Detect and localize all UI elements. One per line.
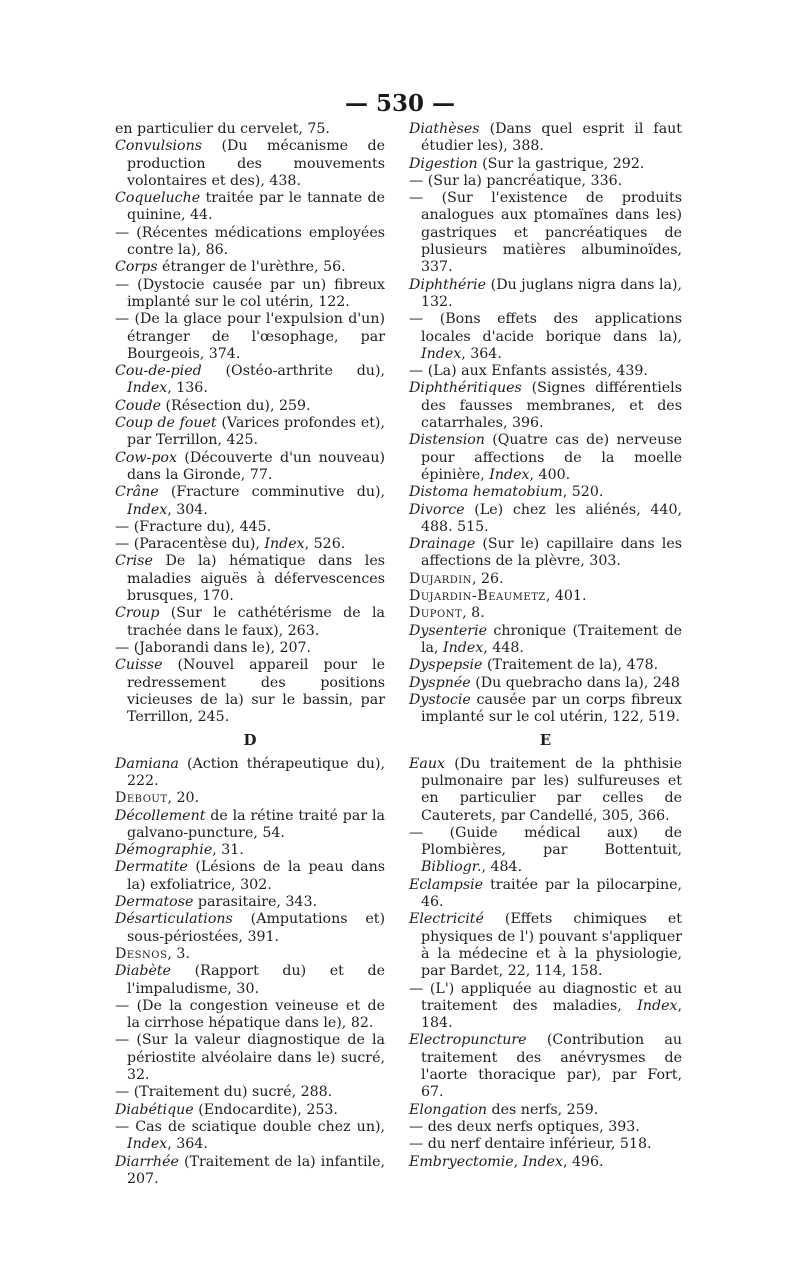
right-column xyxy=(409,121,682,1171)
entry-keyword: Coup de fouet xyxy=(115,415,217,432)
entry-keyword: Distoma hematobium xyxy=(409,484,563,501)
entry-index-ref: Index xyxy=(443,639,484,656)
index-entry xyxy=(409,1154,682,1171)
entry-index-ref: Bibliogr. xyxy=(421,859,482,876)
entry-keyword: Damiana xyxy=(115,755,179,772)
entry-index-ref: Index xyxy=(127,501,168,518)
index-entry xyxy=(115,1032,385,1084)
entry-text: (Sur la) pancréatique, 336. xyxy=(427,172,623,189)
entry-text: (Le) chez les aliénés, 440, 488. 515. xyxy=(421,501,682,535)
entry-text: (Action thérapeutique du), 222. xyxy=(127,755,385,789)
entry-text: , 520. xyxy=(562,484,604,501)
index-entry xyxy=(409,911,682,980)
index-entry xyxy=(409,432,682,484)
index-entry xyxy=(409,756,682,825)
index-entry xyxy=(409,657,682,674)
index-entry xyxy=(409,502,682,537)
entry-author: Desnos xyxy=(115,945,168,962)
entry-author: Dupont xyxy=(409,605,463,622)
entry-keyword: Elongation xyxy=(409,1101,488,1118)
entry-index-ref: Index xyxy=(421,345,462,362)
entry-keyword: Electricité xyxy=(409,911,484,928)
entry-text: , 3. xyxy=(167,945,190,962)
index-entry xyxy=(115,225,385,260)
index-entry xyxy=(409,675,682,692)
entry-keyword: Diphthéritiques xyxy=(409,380,522,397)
entry-text: (Lésions de la peau dans la) exfoliatrice, 302. xyxy=(127,859,385,893)
index-entry xyxy=(409,877,682,912)
index-entry xyxy=(115,450,385,485)
entry-keyword: Dermatose xyxy=(115,894,194,911)
entry-keyword: Décollement xyxy=(115,807,206,824)
index-entry xyxy=(115,894,385,911)
entry-author: Dujardin xyxy=(409,570,473,587)
entry-keyword: Eaux xyxy=(409,755,445,772)
index-entry xyxy=(409,190,682,276)
index-entry xyxy=(115,998,385,1033)
entry-text: , 20. xyxy=(167,790,200,807)
entry-text: (Signes différentiels des fausses membranes, et des catarrhales, 396. xyxy=(421,380,682,432)
entry-dash: — xyxy=(115,1032,137,1049)
entry-keyword: Distension xyxy=(409,432,485,449)
entry-text: , 31. xyxy=(212,842,244,859)
entry-text: (L') appliquée au diagnostic et au traitement des maladies, xyxy=(421,980,682,1014)
index-entry xyxy=(115,190,385,225)
index-entry xyxy=(409,981,682,1033)
index-entry xyxy=(115,790,385,807)
entry-dash: — xyxy=(409,980,430,997)
index-entry xyxy=(115,756,385,791)
entry-dash: — xyxy=(115,997,137,1014)
index-entry xyxy=(409,311,682,363)
section-letter: E xyxy=(539,731,552,750)
entry-page-ref: , 448. xyxy=(483,639,524,656)
index-entry xyxy=(409,1032,682,1101)
entry-text: (Guide médical aux) de Plombières, par Bottentuit, xyxy=(421,824,683,859)
entry-dash: — xyxy=(409,172,428,189)
entry-dash: — xyxy=(115,1118,136,1135)
entry-author: Dujardin-Beaumetz xyxy=(409,588,546,605)
index-entry xyxy=(115,415,385,450)
left-column xyxy=(115,121,385,1188)
entry-text: (Sur la gastrique, 292. xyxy=(477,155,645,172)
index-entry xyxy=(409,1102,682,1119)
entry-keyword: Dyspnée xyxy=(409,674,471,691)
entry-text: traitée par la pilocarpine, 46. xyxy=(421,876,682,911)
entry-text: (Fracture du), 445. xyxy=(133,518,272,535)
index-entry xyxy=(115,121,385,138)
index-entry xyxy=(115,842,385,859)
entry-dash: — xyxy=(409,1118,428,1135)
entry-dash: — xyxy=(409,824,450,841)
index-entry xyxy=(409,588,682,605)
entry-text: , 401. xyxy=(545,588,587,605)
entry-keyword: Crâne xyxy=(115,484,159,501)
index-entry xyxy=(409,825,682,877)
index-entry xyxy=(115,963,385,998)
entry-text: , 26. xyxy=(472,570,504,587)
entry-text: (Amputations et) sous-périostées, 391. xyxy=(127,911,385,945)
index-entry xyxy=(115,1154,385,1189)
entry-text: (De la glace pour l'expulsion d'un) étranger de l'œsophage, par Bourgeois, 374. xyxy=(127,311,385,362)
entry-page-ref: , 304. xyxy=(167,501,208,518)
entry-dash: — xyxy=(409,311,440,328)
entry-text: (Quatre cas de) nerveuse pour affections de la moelle épinière, xyxy=(421,432,682,483)
entry-text: (Rapport du) et de l'impaludisme, 30. xyxy=(127,963,385,997)
entry-dash: — xyxy=(115,518,134,535)
index-entry xyxy=(409,623,682,658)
entry-author: Debout xyxy=(115,790,168,807)
index-entry xyxy=(115,519,385,536)
entry-page-ref: , 496. xyxy=(562,1153,604,1170)
entry-text: (Ostéo-arthrite du), xyxy=(201,363,385,380)
entry-dash: — xyxy=(115,311,135,328)
index-entry xyxy=(115,1119,385,1154)
index-entry xyxy=(115,657,385,726)
entry-text: Cas de sciatique double chez un), xyxy=(135,1118,386,1135)
entry-keyword: Diabétique xyxy=(115,1101,194,1118)
entry-keyword: Diphthérie xyxy=(409,276,487,293)
entry-page-ref: , 184. xyxy=(421,997,682,1032)
entry-text: causée par un corps fibreux implanté sur le col utérin, 122, 519. xyxy=(421,691,682,726)
index-entry xyxy=(115,1102,385,1119)
entry-text: (Sur le) capillaire dans les affections de la plèvre, 303. xyxy=(421,536,682,570)
entry-dash: — xyxy=(409,190,442,207)
entry-text: (Du mécanisme de production des mouvements volontaires et des), 438. xyxy=(127,138,385,189)
index-entry xyxy=(115,1084,385,1101)
index-entry xyxy=(409,692,682,727)
index-entry xyxy=(409,363,682,380)
index-entry xyxy=(115,363,385,398)
entry-keyword: Eclampsie xyxy=(409,876,484,893)
entry-dash: — xyxy=(115,276,138,293)
entry-text: , xyxy=(513,1153,523,1170)
entry-text: des nerfs, 259. xyxy=(487,1101,599,1118)
index-entry xyxy=(115,553,385,605)
entry-dash: — xyxy=(115,639,134,656)
entry-text: (Traitement de la) infantile, 207. xyxy=(127,1153,385,1187)
index-entry xyxy=(409,1136,682,1153)
entry-keyword: Coude xyxy=(115,397,162,414)
index-entry xyxy=(409,277,682,312)
entry-page-ref: , 484. xyxy=(481,859,523,876)
entry-text: de la rétine traité par la galvano-puncture, 54. xyxy=(127,807,385,841)
entry-index-ref: Index xyxy=(127,380,168,397)
entry-index-ref: Index xyxy=(127,1136,168,1153)
index-entry xyxy=(115,536,385,553)
entry-text: (Dystocie causée par un) fibreux implanté sur le col utérin, 122. xyxy=(127,276,385,310)
index-entry xyxy=(115,946,385,963)
entry-text: des deux nerfs optiques, 393. xyxy=(427,1118,640,1135)
entry-text: De la) hématique dans les maladies aiguës à défervescences brusques, 170. xyxy=(127,553,385,605)
entry-index-ref: Index xyxy=(264,536,305,553)
entry-keyword: Drainage xyxy=(409,536,476,553)
entry-text: étranger de l'urèthre, 56. xyxy=(157,259,346,276)
entry-index-ref: Index xyxy=(489,466,530,483)
index-entry xyxy=(115,484,385,519)
entry-text: (Contribution au traitement des anévrysmes de l'aorte thoracique par), par Fort, 67. xyxy=(421,1032,682,1101)
entry-index-ref: Index xyxy=(522,1153,563,1170)
entry-keyword: Crise xyxy=(115,553,153,570)
index-entry xyxy=(409,1119,682,1136)
entry-keyword: Divorce xyxy=(409,501,465,518)
entry-keyword: Convulsions xyxy=(115,138,203,155)
entry-dash: — xyxy=(115,536,134,553)
entry-keyword: Démographie xyxy=(115,842,213,859)
entry-page-ref: , 400. xyxy=(529,466,571,483)
entry-page-ref: , 526. xyxy=(304,536,346,553)
entry-keyword: Diathèses xyxy=(409,121,480,137)
entry-text: traitée par le tannate de quinine, 44. xyxy=(127,190,385,224)
index-entry xyxy=(115,640,385,657)
index-entry xyxy=(409,605,682,622)
entry-keyword: Electropuncture xyxy=(409,1032,527,1049)
entry-keyword: Dermatite xyxy=(115,859,188,876)
index-entry xyxy=(115,311,385,363)
index-entry xyxy=(409,173,682,190)
index-entry xyxy=(409,380,682,432)
entry-text: (Nouvel appareil pour le redressement des positions vicieuses de la) sur le bassin, par Terrillon, 245. xyxy=(127,657,385,726)
page-number: — 530 — xyxy=(344,90,456,117)
entry-keyword: Croup xyxy=(115,605,160,622)
entry-keyword: Dystocie xyxy=(409,691,471,708)
index-entry xyxy=(115,808,385,843)
entry-page-ref: , 364. xyxy=(167,1136,208,1153)
index-entry xyxy=(115,398,385,415)
entry-text: (Du traitement de la phthisie pulmonaire par les) sulfureuses et en particulier par celles de Cauterets, par Candellé, 305, 366. xyxy=(421,755,682,824)
entry-text: (Jaborandi dans le), 207. xyxy=(133,639,312,656)
index-entry xyxy=(409,121,682,156)
entry-keyword: Coqueluche xyxy=(115,190,201,207)
entry-keyword: Dyspepsie xyxy=(409,657,483,674)
entry-text: (Bons effets des applications locales d'acide borique dans la), xyxy=(421,311,682,345)
entry-text: (Effets chimiques et physiques de l') pouvant s'appliquer à la médecine et à la physiologie, par Bardet, 22, 114, 158. xyxy=(421,911,682,980)
entry-keyword: Cuisse xyxy=(115,657,163,674)
entry-text: (Dans quel esprit il faut étudier les), 388. xyxy=(421,121,682,155)
entry-text: chronique (Traitement de la, xyxy=(421,622,682,656)
index-entry xyxy=(409,571,682,588)
entry-text: (Du quebracho dans la), 248 xyxy=(470,674,680,691)
entry-text: (Récentes médications employées contre la), 86. xyxy=(127,224,385,259)
index-entry xyxy=(115,859,385,894)
entry-index-ref: Index xyxy=(637,997,678,1014)
entry-dash: — xyxy=(115,224,137,241)
entry-text: (Varices profondes et), par Terrillon, 425. xyxy=(127,415,385,449)
entry-text: (Sur la valeur diagnostique de la périostite alvéolaire dans le) sucré, 32. xyxy=(127,1032,386,1084)
entry-text: parasitaire, 343. xyxy=(193,894,317,911)
entry-text: (Du juglans nigra dans la), 132. xyxy=(421,276,682,310)
entry-text: (Traitement de la), 478. xyxy=(482,657,659,674)
index-entry xyxy=(409,156,682,173)
entry-text: (Fracture comminutive du), xyxy=(158,484,385,501)
entry-dash: — xyxy=(115,1084,134,1101)
entry-text: (Découverte d'un nouveau) dans la Gironde, 77. xyxy=(127,449,385,483)
entry-dash: — xyxy=(409,363,428,380)
index-entry xyxy=(409,536,682,571)
entry-text: (Résection du), 259. xyxy=(161,397,311,414)
index-entry xyxy=(115,138,385,190)
entry-text: (Traitement du) sucré, 288. xyxy=(133,1084,333,1101)
entry-text: du nerf dentaire inférieur, 518. xyxy=(427,1136,652,1153)
index-entry xyxy=(115,277,385,312)
entry-keyword: Embryectomie xyxy=(409,1153,514,1170)
entry-keyword: Désarticulations xyxy=(115,911,233,928)
index-entry xyxy=(409,484,682,501)
entry-dash: — xyxy=(409,1136,428,1153)
entry-text: en particulier du cervelet, 75. xyxy=(115,121,330,137)
entry-text: (Sur le cathétérisme de la trachée dans le faux), 263. xyxy=(127,605,385,639)
entry-text: (Endocardite), 253. xyxy=(193,1101,338,1118)
entry-keyword: Digestion xyxy=(409,155,478,172)
entry-text: (La) aux Enfants assistés, 439. xyxy=(427,363,648,380)
entry-keyword: Dysenterie xyxy=(409,622,488,639)
entry-text: , 8. xyxy=(462,605,485,622)
entry-keyword: Cou-de-pied xyxy=(115,363,202,380)
entry-keyword: Diarrhée xyxy=(115,1153,179,1170)
entry-page-ref: , 364. xyxy=(461,345,502,362)
index-entry xyxy=(115,259,385,276)
entry-keyword: Corps xyxy=(115,259,158,276)
entry-text: (De la congestion veineuse et de la cirrhose hépatique dans le), 82. xyxy=(127,997,385,1032)
index-entry xyxy=(115,605,385,640)
entry-keyword: Cow-pox xyxy=(115,449,177,466)
entry-text: (Paracentèse du), xyxy=(133,536,265,553)
entry-keyword: Diabète xyxy=(115,963,171,980)
index-entry xyxy=(115,911,385,946)
entry-text: (Sur l'existence de produits analogues aux ptomaïnes dans les) gastriques et pancréatiques de plusieurs matières albuminoïdes, 337. xyxy=(421,190,682,276)
section-letter: D xyxy=(243,731,257,750)
entry-page-ref: , 136. xyxy=(167,380,208,397)
